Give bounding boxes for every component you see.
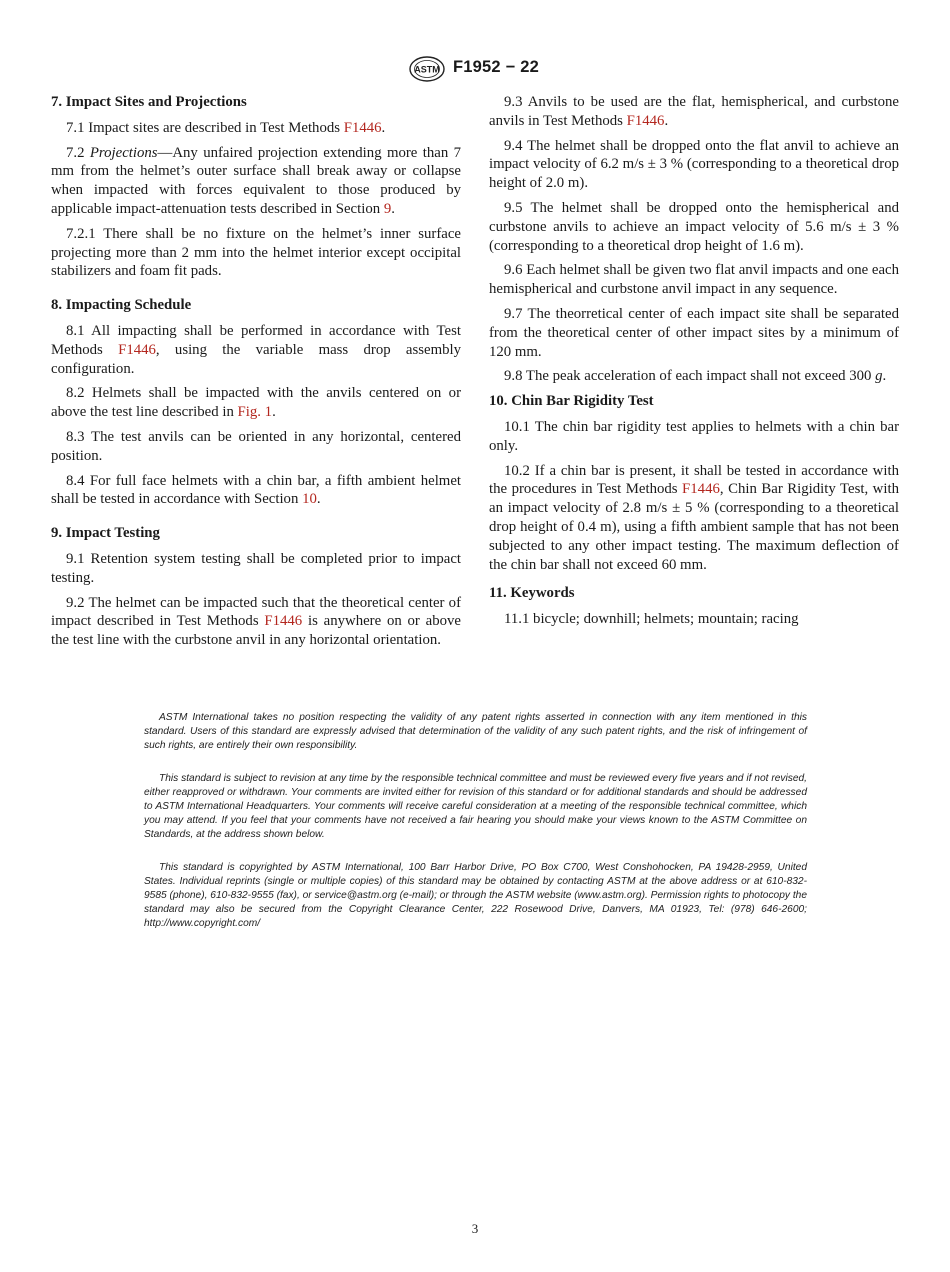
para-9-2: 9.2 The helmet can be impacted such that the theoretical center of impact described in Test Methods F1446 is anywhere on or above the test line with the curbstone anvil in any horizontal orientation. bbox=[51, 594, 461, 649]
page-header bbox=[0, 56, 950, 82]
para-9-5: 9.5 The helmet shall be dropped onto the hemispherical and curbstone anvils to achieve an impact velocity of 5.6 m/s ± 3 % (corresponding to a theoretical drop height of 1.6 m). bbox=[489, 199, 899, 254]
para-8-4: 8.4 For full face helmets with a chin bar, a fifth ambient helmet shall be tested in accordance with Section 10. bbox=[51, 472, 461, 508]
para-7-1: 7.1 Impact sites are described in Test Methods F1446. bbox=[66, 119, 386, 136]
copyright-notice: This standard is copyrighted by ASTM International, 100 Barr Harbor Drive, PO Box C700, West Conshohocken, PA 19428-2959, United States. Individual reprints (single or multiple copies) of this standard may be obtained by contacting ASTM at the above address or at 610-832-9585 (phone), 610-832-9555 (fax), or service@astm.org (e-mail); or through the ASTM website (www.astm.org). Permission rights to photocopy the standard may also be secured from the Copyright Clearance Center, 222 Rosewood Drive, Danvers, MA 01923, Tel: (978) 646-2600; http://www.copyright.com/ bbox=[144, 862, 807, 929]
ref-link-f1446[interactable]: F1446 bbox=[626, 112, 665, 129]
para-11-1: 11.1 bicycle; downhill; helmets; mountain; racing bbox=[504, 611, 799, 628]
patent-notice: ASTM International takes no position respecting the validity of any patent rights asserted in connection with any item mentioned in this standard. Users of this standard are expressly advised that determination of the validity of any such patent rights, and the risk of infringement of such rights, are entirely their own responsibility. bbox=[144, 712, 807, 751]
para-10-1: 10.1 The chin bar rigidity test applies to helmets with a chin bar only. bbox=[489, 418, 899, 454]
para-9-4: 9.4 The helmet shall be dropped onto the flat anvil to achieve an impact velocity of 6.2 m/s ± 3 % (corresponding to a theoretical drop height of 2.0 m). bbox=[489, 137, 899, 192]
astm-logo-icon bbox=[408, 56, 446, 82]
para-9-8: 9.8 The peak acceleration of each impact shall not exceed 300 g. bbox=[504, 368, 887, 385]
para-8-2: 8.2 Helmets shall be impacted with the anvils centered on or above the test line described in Fig. 1. bbox=[51, 385, 461, 421]
para-10-2: 10.2 If a chin bar is present, it shall be tested in accordance with the procedures in Test Methods F1446, Chin Bar Rigidity Test, with an impact velocity of 2.8 m/s ± 5 % (corresponding to a theoretical drop height of 0.4 m), using a fifth ambient sample that has not been subjected to any other impact testing. The maximum deflection of the chin bar shall not exceed 60 mm. bbox=[489, 462, 899, 573]
legal-notices bbox=[144, 711, 807, 950]
astm-logo-text: ASTM bbox=[414, 64, 440, 75]
para-9-3: 9.3 Anvils to be used are the flat, hemispherical, and curbstone anvils in Test Methods F1446. bbox=[489, 94, 899, 129]
section-7-heading: 7. Impact Sites and Projections bbox=[51, 94, 247, 110]
para-8-3: 8.3 The test anvils can be oriented in any horizontal, centered position. bbox=[51, 428, 461, 464]
standard-designation: F1952 − 22 bbox=[453, 58, 539, 76]
ref-link-section-10[interactable]: 10 bbox=[302, 491, 317, 508]
section-10-heading: 10. Chin Bar Rigidity Test bbox=[489, 393, 654, 410]
para-9-6: 9.6 Each helmet shall be given two flat anvil impacts and one each hemispherical and curbstone anvil impact in any sequence. bbox=[489, 262, 899, 298]
ref-link-f1446[interactable]: F1446 bbox=[264, 613, 303, 630]
ref-link-f1446[interactable]: F1446 bbox=[343, 119, 382, 136]
para-8-1: 8.1 All impacting shall be performed in accordance with Test Methods F1446, using the variable mass drop assembly configuration. bbox=[51, 322, 461, 377]
para-9-1: 9.1 Retention system testing shall be completed prior to impact testing. bbox=[51, 550, 461, 586]
section-8-heading: 8. Impacting Schedule bbox=[51, 297, 192, 314]
section-9-heading: 9. Impact Testing bbox=[51, 525, 160, 542]
para-7-2-1: 7.2.1 There shall be no fixture on the helmet’s inner surface projecting more than 2 mm into the helmet interior except occipital stabilizers and foam fit pads. bbox=[51, 225, 461, 280]
para-7-2: 7.2 Projections—Any unfaired projection extending more than 7 mm from the helmet’s outer surface shall break away or collapse when impacted with forces equivalent to those produced by applicable impact-attenuation tests described in Section 9. bbox=[51, 144, 461, 217]
page-number: 3 bbox=[471, 1221, 479, 1236]
section-11-heading: 11. Keywords bbox=[489, 585, 575, 602]
revision-notice: This standard is subject to revision at any time by the responsible technical committee and must be reviewed every five years and if not revised, either reapproved or withdrawn. Your comments are invited either for revision of this standard or for additional standards and should be addressed to ASTM International Headquarters. Your comments will receive careful consideration at a meeting of the responsible technical committee, which you may attend. If you feel that your comments have not received a fair hearing you should make your views known to the ASTM Committee on Standards, at the address shown below. bbox=[144, 773, 807, 840]
para-9-7: 9.7 The theorretical center of each impact site shall be separated from the theoretical center of other impact sites by a minimum of 120 mm. bbox=[489, 305, 899, 360]
ref-link-section-9[interactable]: 9 bbox=[383, 200, 392, 217]
ref-link-f1446[interactable]: F1446 bbox=[682, 481, 720, 498]
right-column bbox=[489, 93, 899, 635]
ref-link-f1446[interactable]: F1446 bbox=[118, 341, 156, 358]
ref-link-fig-1[interactable]: Fig. 1 bbox=[237, 404, 273, 421]
left-column bbox=[51, 93, 461, 656]
